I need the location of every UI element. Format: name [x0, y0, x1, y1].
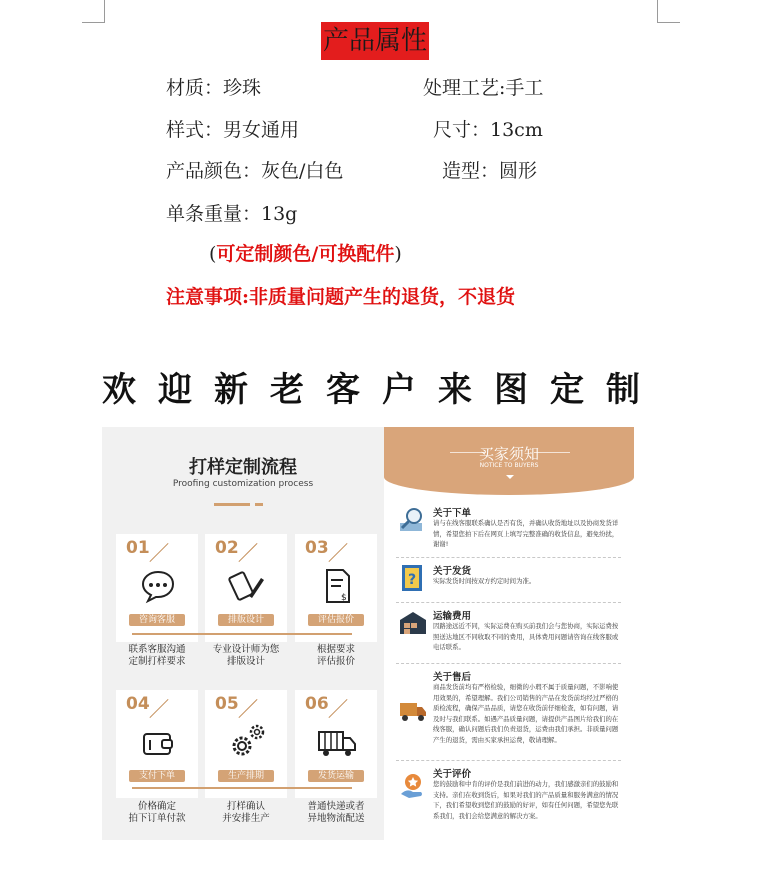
buyer-notice-panel	[384, 427, 634, 840]
step-slash	[149, 699, 168, 718]
pen-design-icon	[227, 566, 267, 606]
section-divider	[396, 663, 621, 664]
step-caption-05	[196, 801, 296, 825]
attr-material: 材质：珍珠	[166, 77, 262, 99]
header-arrow-icon	[506, 475, 514, 479]
caption-line: 根据要求	[316, 644, 355, 655]
section-body: 实际发货时间按双方约定时间为准。	[433, 577, 536, 585]
caption-line: 专业设计师为您	[212, 644, 280, 655]
step-card-04	[116, 690, 198, 798]
buyer-notice-subtitle: NOTICE TO BUYERS	[479, 462, 539, 469]
step-number: 05	[215, 694, 239, 714]
caption-line: 打样确认	[226, 801, 265, 812]
step-label: 咨询客服	[129, 614, 185, 626]
attr-style: 样式：男女通用	[166, 119, 300, 141]
title-underline	[214, 503, 250, 506]
section-title: 关于下单	[433, 508, 472, 519]
step-card-03	[295, 534, 377, 642]
custom-note-close: )	[394, 243, 402, 265]
process-panel	[102, 427, 384, 840]
step-label: 排版设计	[218, 614, 274, 626]
gears-icon	[227, 722, 267, 762]
section-body: 请与在线客服联系确认是否有货，并确认收货地址以及协商发货详情，希望您拍下后在网页上填写完整准确的收货信息，避免纷扰，谢谢!	[433, 519, 619, 548]
step-slash	[328, 543, 347, 562]
step-caption-04	[107, 801, 207, 825]
warning-note: 注意事项:非质量问题产生的退货，不退货	[166, 286, 516, 308]
section-body: 因路途远近不同，实际运费在购买前我们会与您协商，实际运费按照送达地区不同收取不同的费用，具体费用问题请咨询在线客服或电话联系。	[433, 622, 619, 651]
step-card-02	[205, 534, 287, 642]
section-body: 您的鼓励和中肯的评价是我们前进的动力，我们感激亲们的鼓励和支持。亲们在收到货后，如果对我们的产品质量和服务满意的情况下，我们希望收到您们的鼓励的好评，如有任何问题，希望您先联系我们，我们会给您满意的解决方案。	[433, 780, 619, 820]
attr-color: 产品颜色：灰色/白色	[166, 160, 344, 182]
step-caption-06	[286, 801, 386, 825]
section-title: 运输费用	[433, 611, 472, 622]
step-card-01	[116, 534, 198, 642]
delivery-truck-icon	[398, 695, 428, 725]
step-label: 评估报价	[308, 614, 364, 626]
svg-text:$: $	[341, 593, 347, 603]
magnifier-icon	[398, 505, 428, 535]
step-caption-01	[107, 644, 207, 668]
notice-ordering	[398, 505, 624, 559]
title-underline-dot	[255, 503, 263, 506]
attr-weight: 单条重量：13g	[166, 203, 298, 225]
section-divider	[396, 760, 621, 761]
caption-line: 定制打样要求	[128, 656, 186, 667]
custom-note	[209, 239, 402, 266]
caption-line: 并安排生产	[222, 813, 270, 824]
caption-line: 普通快递或者	[307, 801, 365, 812]
step-slash	[328, 699, 347, 718]
caption-line: 价格确定	[137, 801, 176, 812]
caption-line: 异地物流配送	[307, 813, 365, 824]
attr-shape: 造型：圆形	[442, 160, 538, 182]
question-book-icon	[398, 563, 428, 593]
section-title: 关于售后	[433, 672, 472, 683]
step-slash	[149, 543, 168, 562]
truck-icon	[317, 722, 357, 762]
notice-reviews	[398, 766, 624, 826]
steps-connector-1	[132, 633, 352, 635]
step-caption-03	[286, 644, 386, 668]
page-corner-mark-right	[657, 0, 680, 23]
custom-note-text: 可定制颜色/可换配件	[216, 243, 395, 265]
steps-connector-2	[132, 787, 352, 789]
page-corner-mark-left	[82, 0, 105, 23]
chat-bubble-icon	[138, 566, 178, 606]
step-label: 支付下单	[129, 770, 185, 782]
caption-line: 联系客服沟通	[128, 644, 186, 655]
price-document-icon	[317, 566, 357, 606]
step-number: 06	[305, 694, 329, 714]
buyer-notice-header	[384, 427, 634, 495]
section-divider	[396, 557, 621, 558]
section-divider	[396, 602, 621, 603]
rating-hand-icon	[398, 772, 428, 802]
caption-line: 拍下订单付款	[128, 813, 186, 824]
caption-line: 评估报价	[316, 656, 355, 667]
step-slash	[238, 543, 257, 562]
notice-shipping	[398, 563, 624, 599]
step-card-06	[295, 690, 377, 798]
step-slash	[238, 699, 257, 718]
notice-freight	[398, 608, 624, 660]
custom-note-open: (	[209, 243, 217, 265]
svg-text:?: ?	[408, 572, 417, 588]
warehouse-icon	[398, 608, 428, 638]
step-number: 02	[215, 538, 239, 558]
step-label: 发货运输	[308, 770, 364, 782]
process-title: 打样定制流程	[189, 457, 297, 478]
notice-after-sales	[398, 669, 624, 759]
step-number: 03	[305, 538, 329, 558]
process-subtitle: Proofing customization process	[172, 479, 314, 489]
attr-process: 处理工艺:手工	[423, 77, 544, 99]
step-number: 04	[126, 694, 150, 714]
product-attributes-title: 产品属性	[321, 22, 429, 60]
buyer-notice-title: 买家须知	[478, 445, 539, 463]
attr-size: 尺寸：13cm	[433, 119, 543, 141]
step-caption-02	[196, 644, 296, 668]
caption-line: 排版设计	[226, 656, 265, 667]
section-title: 关于评价	[433, 769, 472, 780]
step-card-05	[205, 690, 287, 798]
step-label: 生产排期	[218, 770, 274, 782]
wallet-icon	[138, 722, 178, 762]
welcome-heading: 欢迎新老客户来图定制	[102, 370, 662, 410]
step-number: 01	[126, 538, 150, 558]
section-body: 商品发货前均有严格检验，细微的小瑕不属于质量问题，不影响使用效果的，希望理解。我们公司销售的产品在发货前均经过严格的质检流程，确保产品品质，请您在收货前仔细检查，如有问题，请及时与我们联系。如遇产品质量问题，请提供产品图片给我们的在线客服，确认问题后我们负责退货，运费由我们承担。非质量问题产生的退货，需由买家承担运费，敬请理解。	[433, 683, 619, 744]
section-title: 关于发货	[433, 566, 472, 577]
